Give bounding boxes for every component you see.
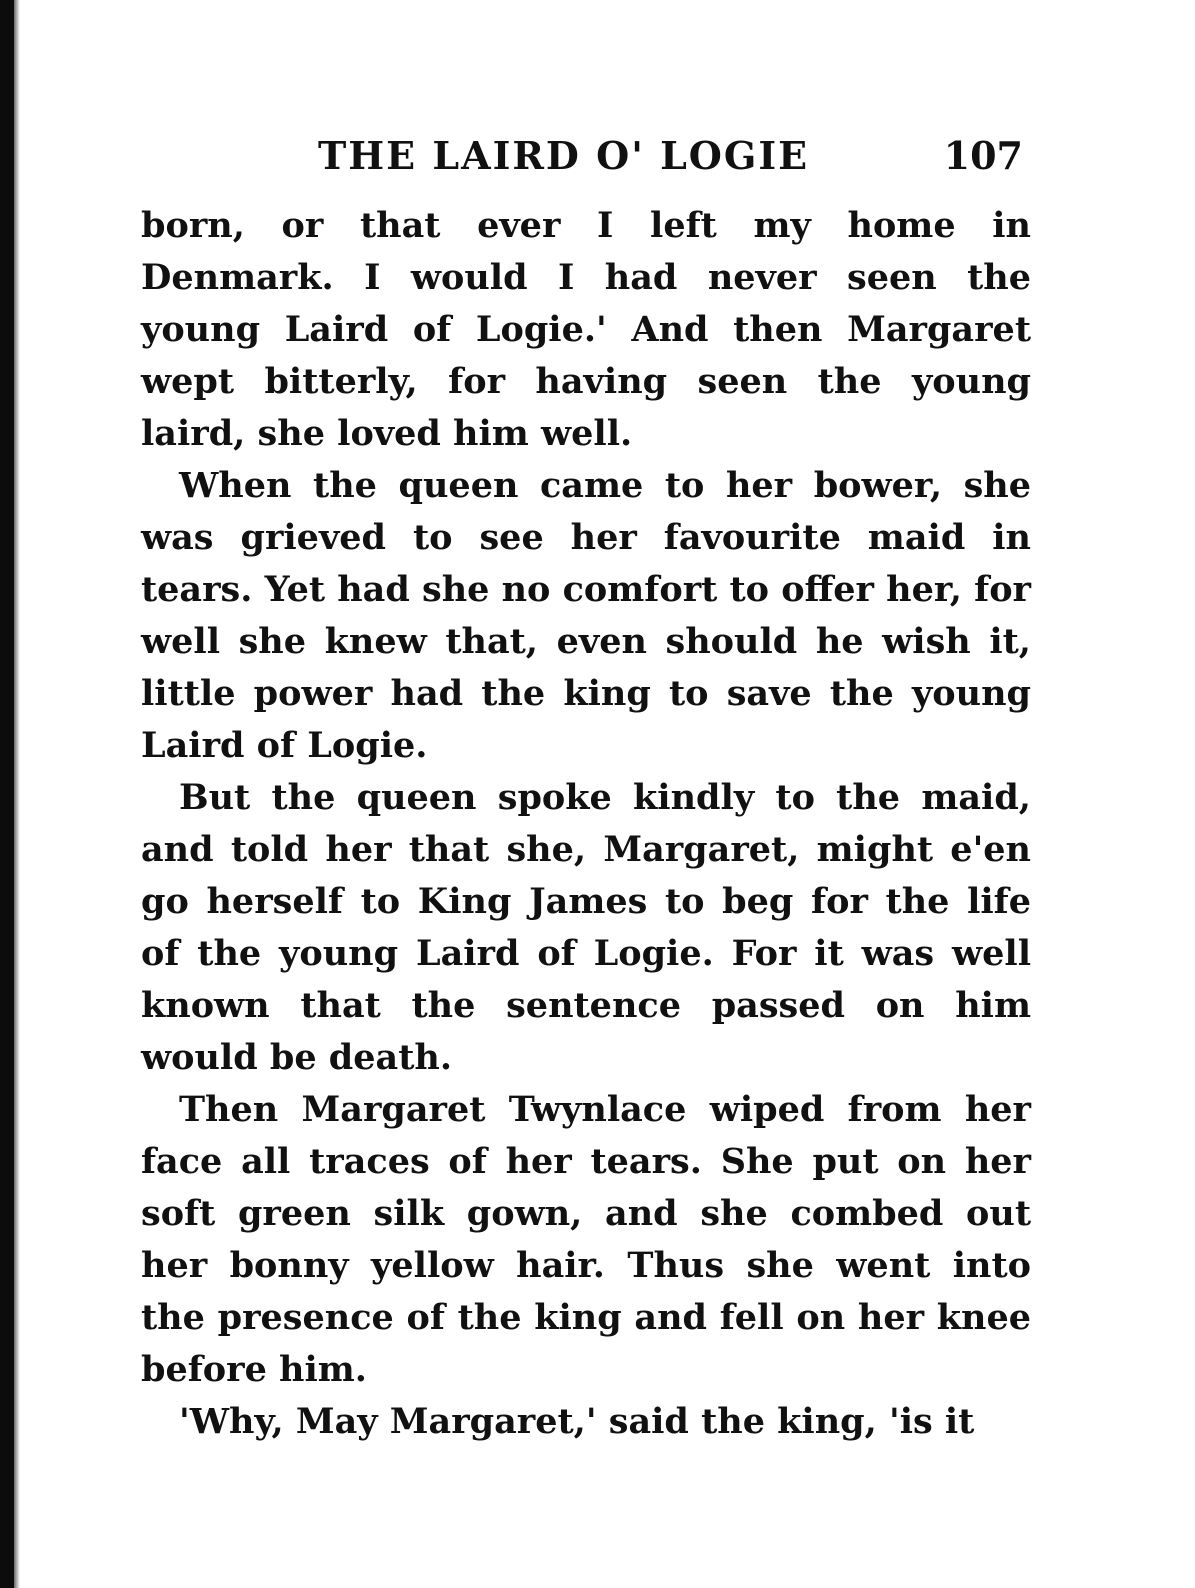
body-text <box>141 200 1031 1448</box>
paragraph-continuation: born, or that ever I left my home in Denmark. I would I had never seen the young Laird of Logie.' And then Margaret wept bitterly, for having seen the young laird, she loved him well. <box>141 205 1031 454</box>
scan-edge-shadow <box>0 0 14 1588</box>
book-page <box>141 130 1031 1448</box>
paragraph-margaret-tears: Then Margaret Twynlace wiped from her face all traces of her tears. She put on her soft green silk gown, and she combed out her bonny yellow hair. Thus she went into the presence of the king and fell on her knee before him. <box>141 1089 1031 1390</box>
paragraph-king-speaks: 'Why, May Margaret,' said the king, 'is it <box>179 1401 975 1442</box>
running-head <box>141 130 1031 188</box>
scan-edge-gradient <box>14 0 20 1588</box>
page-number: 107 <box>943 133 1023 178</box>
running-title: THE LAIRD O' LOGIE <box>318 133 810 178</box>
paragraph-queen-bower: When the queen came to her bower, she was grieved to see her favourite maid in tears. Yet had she no comfort to offer her, for well she knew that, even should he wish it, little power had the king to save the young Laird of Logie. <box>141 465 1031 766</box>
paragraph-queen-spoke: But the queen spoke kindly to the maid, and told her that she, Margaret, might e'en go herself to King James to beg for the life of the young Laird of Logie. For it was well known that the sentence passed on him would be death. <box>141 777 1031 1078</box>
